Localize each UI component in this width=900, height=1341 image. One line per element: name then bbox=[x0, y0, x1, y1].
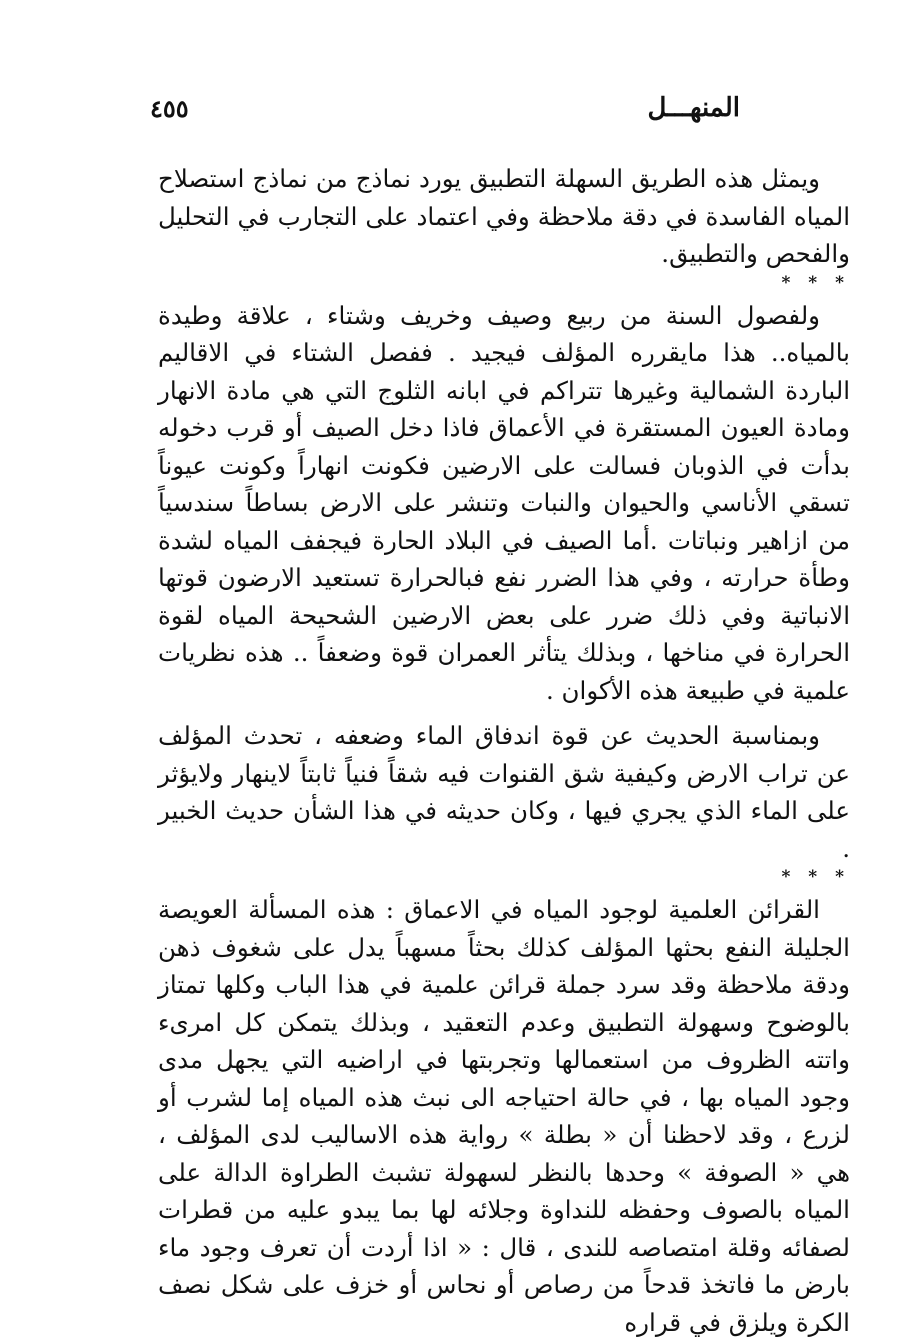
paragraph-water-purification: ويمثل هذه الطريق السهلة التطبيق يورد نماذج من نماذج استصلاح المياه الفاسدة في دقة ملاحظة وفي اعتماد على التجارب في التحليل والفحص والتطبيق. bbox=[158, 164, 850, 268]
running-title: المنهـــل bbox=[647, 93, 740, 123]
paragraph-seasons: ولفصول السنة من ربيع وصيف وخريف وشتاء ، علاقة وطيدة بالمياه.. هذا مايقرره المؤلف فيجيد . ففصل الشتاء في الاقاليم الباردة الشمالية وغيرها تتراكم في ابانه الثلوج التي هي مادة الانهار ومادة العيون المستقرة في الأعماق فاذا دخل الصيف أو قرب دخوله بدأت في الذوبان فسالت على الارضين فكونت انهاراً وكونت عيوناً تسقي الأناسي والحيوان والنبات وتنشر على الارض بساطاً سندسياً من ازاهير ونباتات .أما الصيف في البلاد الحارة فيجفف المياه لشدة وطأة حرارته ، وفي هذا الضرر نفع فبالحرارة تستعيد الارضون قوتها الانباتية وفي ذلك ضرر على بعض الارضين الشحيحة المياه لقوة الحرارة في مناخها ، وبذلك يتأثر العمران قوة وضعفاً .. هذه نظريات علمية في طبيعة هذه الأكوان . bbox=[158, 300, 850, 705]
page-number: ٤٥٥ bbox=[150, 93, 189, 123]
paragraph-groundwater-evidence: القرائن العلمية لوجود المياه في الاعماق : هذه المسألة العويصة الجليلة النفع بحثها المؤلف كذلك بحثاً مسهباً يدل على شغوف ذهن ودقة ملاحظة وقد سرد جملة قرائن علمية في هذا الباب وكلها تمتاز بالوضوح وسهولة التطبيق وعدم التعقيد ، وبذلك يتمكن كل امرىء واتته الظروف من استعمالها وتجربتها في اراضيه التي يجهل مدى وجود المياه بها ، في حالة احتياجه الى نبث هذه المياه إما لشرب أو لزرع ، وقد لاحظنا أن « بطلة » رواية هذه الاساليب لدى المؤلف ، هي « الصوفة » وحدها بالنظر لسهولة تشبث الطراوة الدالة على المياه بالصوف وحفظه للنداوة وجلائه لها بما يبدو عليه من قطرات لصفائه وقلة امتصاصه للندى ، قال : « اذا أردت أن تعرف وجود ماء بارض ما فاتخذ قدحاً من رصاص أو نحاس أو خزف على شكل نصف الكرة ويلزق في قراره bbox=[158, 895, 850, 1337]
body-text bbox=[158, 160, 850, 1341]
page-header bbox=[150, 88, 740, 128]
paragraph-canals: وبمناسبة الحديث عن قوة اندفاق الماء وضعفه ، تحدث المؤلف عن تراب الارض وكيفية شق القنوات فيه شقاً فنياً ثابتاً لاينهار ولايؤثر على الماء الذي يجري فيها ، وكان حديثه في هذا الشأن حديث الخبير . bbox=[158, 721, 850, 863]
section-separator: * * * bbox=[781, 867, 850, 887]
section-separator: * * * bbox=[781, 272, 850, 293]
